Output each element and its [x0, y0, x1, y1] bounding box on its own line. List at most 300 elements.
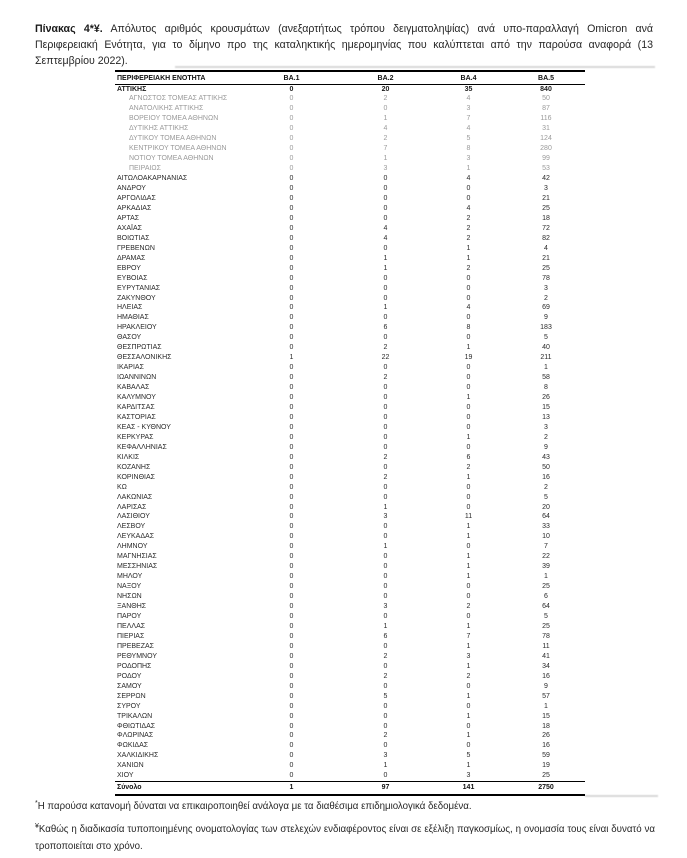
table-row [115, 642, 585, 652]
value-cell: 15 [542, 404, 550, 411]
value-cell: 0 [289, 523, 294, 531]
value-cell: 53 [542, 165, 550, 173]
value-cell: 33 [542, 523, 550, 531]
value-cell: 0 [466, 503, 471, 511]
region-name-cell: ΧΑΛΚΙΔΙΚΗΣ [117, 752, 159, 760]
value-cell: 0 [289, 642, 294, 650]
value-cell: 1 [383, 304, 388, 312]
table-row [115, 712, 585, 722]
value-cell: 0 [289, 95, 294, 103]
value-cell: 7 [383, 145, 388, 153]
value-cell: 5 [383, 692, 388, 700]
total-label: Σύνολο [115, 782, 242, 796]
region-name-cell: ΑΓΝΩΣΤΟΣ ΤΟΜΕΑΣ ΑΤΤΙΚΗΣ [129, 95, 228, 103]
value-cell: 0 [383, 722, 388, 730]
value-cell: 0 [289, 543, 294, 551]
value-cell: 0 [383, 583, 388, 591]
region-name-cell: ΘΑΣΟΥ [117, 334, 142, 342]
value-cell: 0 [383, 284, 388, 292]
table-row [115, 204, 585, 214]
value-cell: 26 [542, 394, 550, 402]
table-row [115, 662, 585, 672]
table-row [115, 473, 585, 483]
region-name-cell: ΝΗΣΩΝ [117, 593, 142, 601]
value-cell: 31 [542, 125, 550, 133]
value-cell: 2 [383, 374, 388, 382]
value-cell: 2 [466, 603, 471, 611]
value-cell: 1 [289, 354, 294, 362]
value-cell: 0 [289, 593, 294, 601]
region-name-cell: ΑΡΓΟΛΙΔΑΣ [117, 194, 156, 202]
value-cell: 0 [289, 314, 294, 322]
region-name-cell: ΔΥΤΙΚΗΣ ΑΤΤΙΚΗΣ [129, 125, 189, 133]
value-cell: 0 [383, 523, 388, 531]
table-row [115, 194, 585, 204]
value-cell: 2 [466, 264, 471, 272]
value-cell: 5 [466, 752, 471, 760]
value-cell: 3 [466, 155, 471, 163]
value-cell: 0 [289, 762, 294, 770]
table-row [115, 503, 585, 513]
value-cell: 7 [466, 632, 471, 640]
value-cell: 0 [383, 563, 388, 571]
table-row [115, 443, 585, 453]
value-cell: 0 [466, 364, 471, 372]
value-cell: 0 [289, 662, 294, 670]
value-cell: 1 [544, 573, 548, 581]
value-cell: 0 [289, 553, 294, 561]
value-cell: 6 [544, 593, 548, 601]
value-cell: 0 [289, 413, 294, 421]
table-row [115, 582, 585, 592]
table-row [115, 214, 585, 224]
value-cell: 0 [466, 413, 471, 421]
region-name-cell: ΚΕΝΤΡΙΚΟΥ ΤΟΜΕΑ ΑΘΗΝΩΝ [129, 145, 227, 153]
table-row [115, 572, 585, 582]
value-cell: 5 [544, 613, 548, 621]
value-cell: 3 [383, 513, 388, 521]
value-cell: 0 [383, 413, 388, 421]
value-cell: 4 [466, 175, 471, 183]
table-row [115, 403, 585, 413]
value-cell: 0 [466, 543, 471, 551]
value-cell: 0 [466, 722, 471, 730]
region-name-cell: ΚΙΛΚΙΣ [117, 453, 140, 461]
region-name-cell: ΦΛΩΡΙΝΑΣ [117, 732, 154, 740]
region-name-cell: ΗΜΑΘΙΑΣ [117, 314, 149, 322]
value-cell: 2 [383, 95, 388, 103]
table-row [115, 592, 585, 602]
value-cell: 1 [466, 344, 471, 352]
table-row [115, 542, 585, 552]
col-header-ba4: ΒΑ.4 [430, 71, 507, 84]
region-name-cell: ΣΑΜΟΥ [117, 682, 142, 690]
value-cell: 0 [466, 423, 471, 431]
value-cell: 22 [381, 354, 390, 362]
value-cell: 0 [289, 433, 294, 441]
value-cell: 0 [383, 194, 388, 202]
value-cell: 4 [466, 304, 471, 312]
value-cell: 72 [542, 224, 550, 232]
value-cell: 0 [383, 483, 388, 491]
value-cell: 0 [289, 374, 294, 382]
value-cell: 1 [383, 762, 388, 770]
value-cell: 2 [466, 672, 471, 680]
value-cell: 25 [542, 583, 550, 591]
table-row [115, 234, 585, 244]
value-cell: 1 [383, 254, 388, 262]
total-ba1: 1 [242, 782, 341, 796]
region-name-cell: ΑΝΑΤΟΛΙΚΗΣ ΑΤΤΙΚΗΣ [129, 105, 204, 113]
value-cell: 7 [544, 543, 548, 551]
value-cell: 0 [289, 483, 294, 491]
table-row [115, 622, 585, 632]
value-cell: 1 [466, 523, 471, 531]
region-name-cell: ΡΕΘΥΜΝΟΥ [117, 652, 158, 660]
value-cell: 0 [289, 264, 294, 272]
value-cell: 0 [383, 662, 388, 670]
value-cell: 3 [466, 772, 471, 780]
value-cell: 1 [466, 533, 471, 541]
table-caption-label: Πίνακας 4*¥. [35, 22, 103, 35]
table-row [115, 612, 585, 622]
value-cell: 0 [383, 533, 388, 541]
value-cell: 0 [289, 473, 294, 481]
value-cell: 2 [466, 463, 471, 471]
value-cell: 1 [466, 662, 471, 670]
value-cell: 1 [466, 553, 471, 561]
region-name-cell: ΚΩ [117, 483, 127, 491]
region-name-cell: ΠΙΕΡΙΑΣ [117, 632, 145, 640]
value-cell: 3 [466, 105, 471, 113]
value-cell: 840 [540, 85, 552, 93]
value-cell: 0 [289, 573, 294, 581]
table-row [115, 423, 585, 433]
header-row [115, 71, 585, 84]
value-cell: 1 [383, 503, 388, 511]
value-cell: 0 [289, 423, 294, 431]
region-name-cell: ΗΛΕΙΑΣ [117, 304, 143, 312]
value-cell: 0 [289, 244, 294, 252]
table-row [115, 343, 585, 353]
value-cell: 42 [542, 175, 550, 183]
footnote-1-text: Η παρούσα κατανομή δύναται να επικαιροποιηθεί ανάλογα με τα διαθέσιμα επιδημιολογικά δεδομένα. [37, 801, 472, 813]
value-cell: 16 [542, 672, 550, 680]
region-name-cell: ΛΕΥΚΑΔΑΣ [117, 533, 155, 541]
value-cell: 0 [466, 294, 471, 302]
value-cell: 25 [542, 772, 550, 780]
value-cell: 0 [383, 433, 388, 441]
value-cell: 0 [383, 463, 388, 471]
table-row [115, 562, 585, 572]
value-cell: 0 [383, 274, 388, 282]
value-cell: 2 [383, 652, 388, 660]
region-name-cell: ΑΤΤΙΚΗΣ [117, 85, 147, 93]
total-ba4: 141 [430, 782, 507, 796]
value-cell: 4 [383, 224, 388, 232]
value-cell: 59 [542, 752, 550, 760]
value-cell: 6 [383, 632, 388, 640]
value-cell: 0 [289, 722, 294, 730]
region-name-cell: ΑΡΤΑΣ [117, 214, 140, 222]
value-cell: 9 [544, 443, 548, 451]
value-cell: 0 [289, 324, 294, 332]
value-cell: 16 [542, 742, 550, 750]
region-name-cell: ΕΥΡΥΤΑΝΙΑΣ [117, 284, 161, 292]
value-cell: 3 [466, 652, 471, 660]
value-cell: 4 [383, 125, 388, 133]
value-cell: 0 [289, 652, 294, 660]
value-cell: 0 [289, 682, 294, 690]
table-row [115, 682, 585, 692]
value-cell: 0 [289, 772, 294, 780]
value-cell: 11 [464, 513, 473, 521]
value-cell: 0 [289, 702, 294, 710]
total-ba2: 97 [341, 782, 430, 796]
value-cell: 0 [289, 404, 294, 411]
region-name-cell: ΖΑΚΥΝΘΟΥ [117, 294, 156, 302]
value-cell: 64 [542, 513, 550, 521]
value-cell: 19 [464, 354, 473, 362]
value-cell: 0 [466, 593, 471, 601]
value-cell: 3 [544, 185, 548, 193]
value-cell: 0 [383, 712, 388, 720]
region-name-cell: ΚΟΡΙΝΘΙΑΣ [117, 473, 155, 481]
value-cell: 1 [466, 692, 471, 700]
table-row [115, 652, 585, 662]
region-name-cell: ΛΑΚΩΝΙΑΣ [117, 493, 153, 501]
region-name-cell: ΜΗΛΟΥ [117, 573, 143, 581]
value-cell: 0 [383, 364, 388, 372]
value-cell: 0 [383, 314, 388, 322]
table-row [115, 522, 585, 532]
value-cell: 0 [466, 493, 471, 501]
table-row [115, 453, 585, 463]
value-cell: 8 [466, 145, 471, 153]
region-name-cell: ΚΑΛΥΜΝΟΥ [117, 394, 156, 402]
value-cell: 0 [466, 613, 471, 621]
value-cell: 78 [542, 274, 550, 282]
region-name-cell: ΞΑΝΘΗΣ [117, 603, 147, 611]
table-row [115, 254, 585, 264]
region-name-cell: ΚΕΦΑΛΛΗΝΙΑΣ [117, 443, 167, 451]
value-cell: 0 [289, 175, 294, 183]
region-name-cell: ΠΡΕΒΕΖΑΣ [117, 642, 155, 650]
region-name-cell: ΡΟΔΟΥ [117, 672, 142, 680]
value-cell: 1 [466, 642, 471, 650]
value-cell: 0 [466, 702, 471, 710]
value-cell: 35 [464, 85, 473, 93]
region-name-cell: ΙΚΑΡΙΑΣ [117, 364, 144, 372]
value-cell: 0 [466, 334, 471, 342]
value-cell: 1 [383, 543, 388, 551]
value-cell: 18 [542, 722, 550, 730]
table-row [115, 104, 585, 114]
value-cell: 0 [466, 483, 471, 491]
value-cell: 1 [466, 165, 471, 173]
table-row [115, 433, 585, 443]
region-name-cell: ΧΑΝΙΩΝ [117, 762, 144, 770]
value-cell: 2 [383, 672, 388, 680]
region-name-cell: ΘΕΣΠΡΩΤΙΑΣ [117, 344, 162, 352]
value-cell: 8 [466, 324, 471, 332]
value-cell: 0 [383, 185, 388, 193]
table-body [115, 84, 585, 782]
table-row [115, 741, 585, 751]
value-cell: 4 [466, 204, 471, 212]
value-cell: 4 [466, 95, 471, 103]
value-cell: 0 [289, 622, 294, 630]
value-cell: 25 [542, 204, 550, 212]
table-row [115, 731, 585, 741]
region-name-cell: ΛΑΣΙΘΙΟΥ [117, 513, 150, 521]
value-cell: 0 [289, 364, 294, 372]
table-header [115, 71, 585, 84]
value-cell: 0 [289, 194, 294, 202]
value-cell: 25 [542, 622, 550, 630]
value-cell: 0 [289, 603, 294, 611]
value-cell: 0 [383, 553, 388, 561]
value-cell: 0 [383, 573, 388, 581]
table-row [115, 751, 585, 761]
value-cell: 1 [466, 433, 471, 441]
value-cell: 0 [383, 204, 388, 212]
value-cell: 3 [383, 752, 388, 760]
value-cell: 0 [383, 394, 388, 402]
col-header-region: ΠΕΡΙΦΕΡΕΙΑΚΗ ΕΝΟΤΗΤΑ [115, 71, 242, 84]
region-name-cell: ΛΗΜΝΟΥ [117, 543, 148, 551]
value-cell: 40 [542, 344, 550, 352]
value-cell: 0 [289, 105, 294, 113]
value-cell: 0 [289, 463, 294, 471]
value-cell: 0 [289, 115, 294, 123]
table-row [115, 303, 585, 313]
value-cell: 0 [289, 563, 294, 571]
region-name-cell: ΛΑΡΙΣΑΣ [117, 503, 147, 511]
value-cell: 50 [542, 95, 550, 103]
value-cell: 13 [542, 413, 550, 421]
table-row [115, 532, 585, 542]
value-cell: 5 [544, 493, 548, 501]
scan-artifact-line [175, 66, 655, 68]
value-cell: 64 [542, 603, 550, 611]
value-cell: 0 [383, 443, 388, 451]
table-row [115, 512, 585, 522]
value-cell: 2 [383, 732, 388, 740]
value-cell: 1 [466, 622, 471, 630]
region-name-cell: ΔΥΤΙΚΟΥ ΤΟΜΕΑ ΑΘΗΝΩΝ [129, 135, 217, 143]
value-cell: 2 [466, 214, 471, 222]
value-cell: 0 [383, 404, 388, 411]
value-cell: 1 [383, 155, 388, 163]
region-name-cell: ΚΑΒΑΛΑΣ [117, 384, 150, 392]
region-name-cell: ΚΕΑΣ - ΚΥΘΝΟΥ [117, 423, 171, 431]
value-cell: 0 [466, 314, 471, 322]
col-header-ba1: ΒΑ.1 [242, 71, 341, 84]
table-row [115, 463, 585, 473]
value-cell: 3 [544, 284, 548, 292]
value-cell: 0 [289, 224, 294, 232]
value-cell: 41 [542, 652, 550, 660]
value-cell: 0 [289, 145, 294, 153]
value-cell: 4 [544, 244, 548, 252]
value-cell: 1 [466, 563, 471, 571]
table-row [115, 373, 585, 383]
value-cell: 26 [542, 732, 550, 740]
value-cell: 0 [383, 423, 388, 431]
value-cell: 0 [289, 453, 294, 461]
value-cell: 0 [289, 394, 294, 402]
value-cell: 0 [466, 384, 471, 392]
region-name-cell: ΔΡΑΜΑΣ [117, 254, 146, 262]
region-name-cell: ΣΥΡΟΥ [117, 702, 141, 710]
value-cell: 0 [289, 632, 294, 640]
table-row [115, 702, 585, 712]
value-cell: 0 [289, 85, 294, 93]
value-cell: 0 [383, 244, 388, 252]
value-cell: 0 [383, 702, 388, 710]
value-cell: 0 [289, 692, 294, 700]
value-cell: 0 [289, 284, 294, 292]
value-cell: 0 [289, 672, 294, 680]
value-cell: 21 [542, 194, 550, 202]
value-cell: 0 [383, 613, 388, 621]
value-cell: 9 [544, 682, 548, 690]
table-row [115, 144, 585, 154]
table-row [115, 154, 585, 164]
value-cell: 0 [289, 742, 294, 750]
value-cell: 18 [542, 214, 550, 222]
table-row [115, 323, 585, 333]
total-row [115, 782, 585, 796]
value-cell: 0 [289, 503, 294, 511]
table-row [115, 493, 585, 503]
value-cell: 0 [383, 294, 388, 302]
value-cell: 6 [383, 324, 388, 332]
col-header-ba5: ΒΑ.5 [507, 71, 585, 84]
table-row [115, 722, 585, 732]
value-cell: 11 [542, 642, 550, 650]
region-name-cell: ΚΑΡΔΙΤΣΑΣ [117, 404, 155, 411]
region-name-cell: ΠΕΙΡΑΙΩΣ [129, 165, 161, 173]
col-header-ba2: ΒΑ.2 [341, 71, 430, 84]
value-cell: 34 [542, 662, 550, 670]
value-cell: 1 [466, 573, 471, 581]
value-cell: 78 [542, 632, 550, 640]
table-row [115, 483, 585, 493]
value-cell: 3 [544, 423, 548, 431]
value-cell: 6 [466, 453, 471, 461]
region-name-cell: ΦΩΚΙΔΑΣ [117, 742, 149, 750]
region-name-cell: ΘΕΣΣΑΛΟΝΙΚΗΣ [117, 354, 172, 362]
value-cell: 8 [544, 384, 548, 392]
table-row [115, 84, 585, 94]
value-cell: 58 [542, 374, 550, 382]
value-cell: 7 [466, 115, 471, 123]
value-cell: 1 [466, 244, 471, 252]
value-cell: 43 [542, 453, 550, 461]
value-cell: 0 [466, 185, 471, 193]
region-name-cell: ΒΟΙΩΤΙΑΣ [117, 234, 150, 242]
value-cell: 1 [466, 762, 471, 770]
value-cell: 0 [289, 274, 294, 282]
value-cell: 0 [383, 593, 388, 601]
table-row [115, 353, 585, 363]
value-cell: 0 [289, 344, 294, 352]
value-cell: 0 [383, 742, 388, 750]
value-cell: 0 [289, 135, 294, 143]
value-cell: 4 [383, 234, 388, 242]
